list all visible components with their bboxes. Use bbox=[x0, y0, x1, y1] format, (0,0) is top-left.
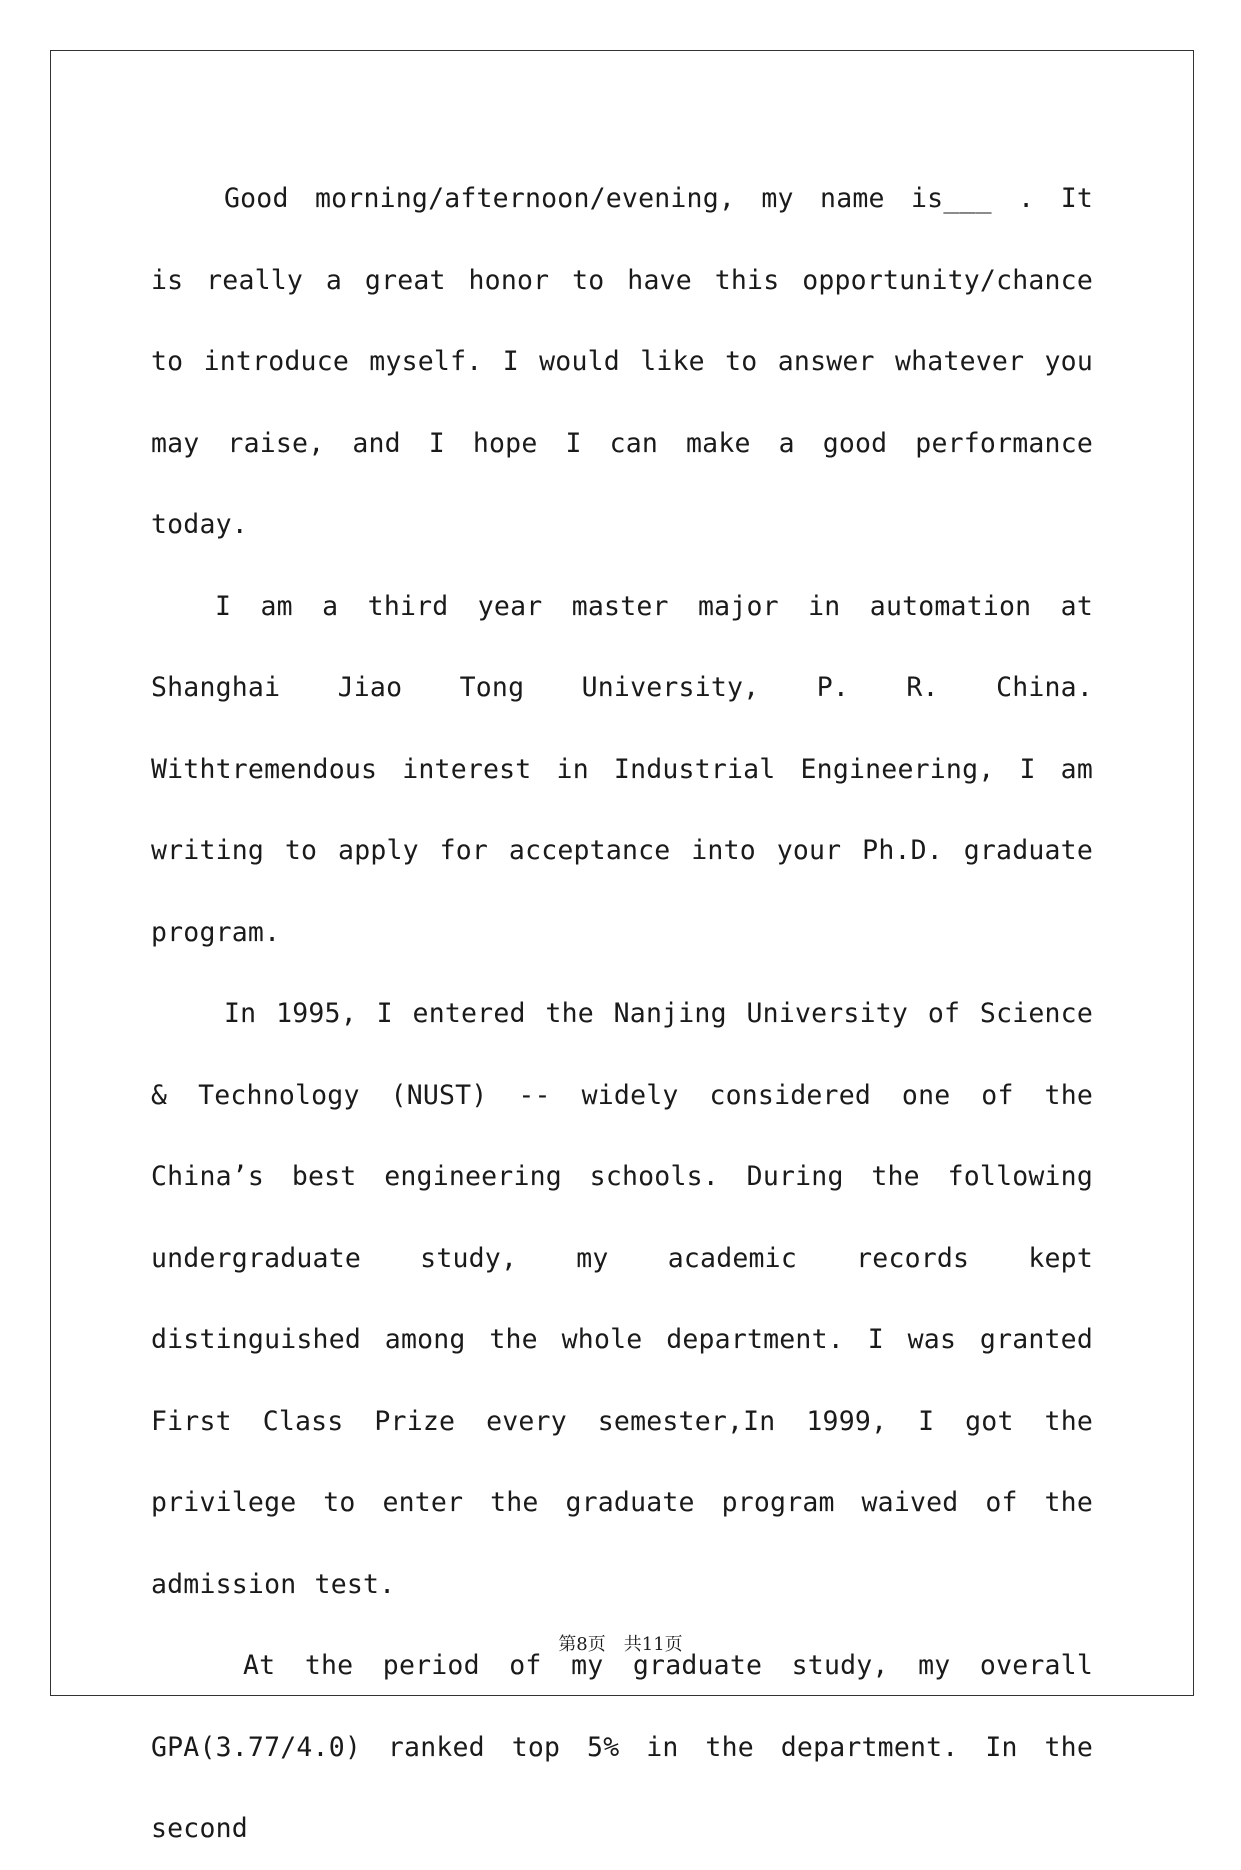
paragraph-current-study: I am a third year master major in automation at Shanghai Jiao Tong University, P. R. China. Withtremendous interest in Industrial Engineering, I am writing to apply for acceptance into your Ph.D. graduate program. bbox=[151, 590, 1093, 948]
paragraph-graduate: At the period of my graduate study, my overall GPA(3.77/4.0) ranked top 5% in the department. In the second bbox=[151, 1650, 1093, 1844]
document-body bbox=[151, 158, 1093, 1870]
paragraph-introduction: Good morning/afternoon/evening, my name is___ . It is really a great honor to have this opportunity/chance to introduce myself. I would like to answer whatever you may raise, and I hope I can make a good performance today. bbox=[151, 183, 1093, 540]
page-number-footer: 第8页 共11页 bbox=[558, 1634, 683, 1655]
paragraph-undergraduate: In 1995, I entered the Nanjing University of Science & Technology (NUST) -- widely considered one of the China’s best engineering schools. During the following undergraduate study, my academic records kept distinguished among the whole department. I was granted First Class Prize every semester,In 1999, I got the privilege to enter the graduate program waived of the admission test. bbox=[151, 998, 1093, 1600]
